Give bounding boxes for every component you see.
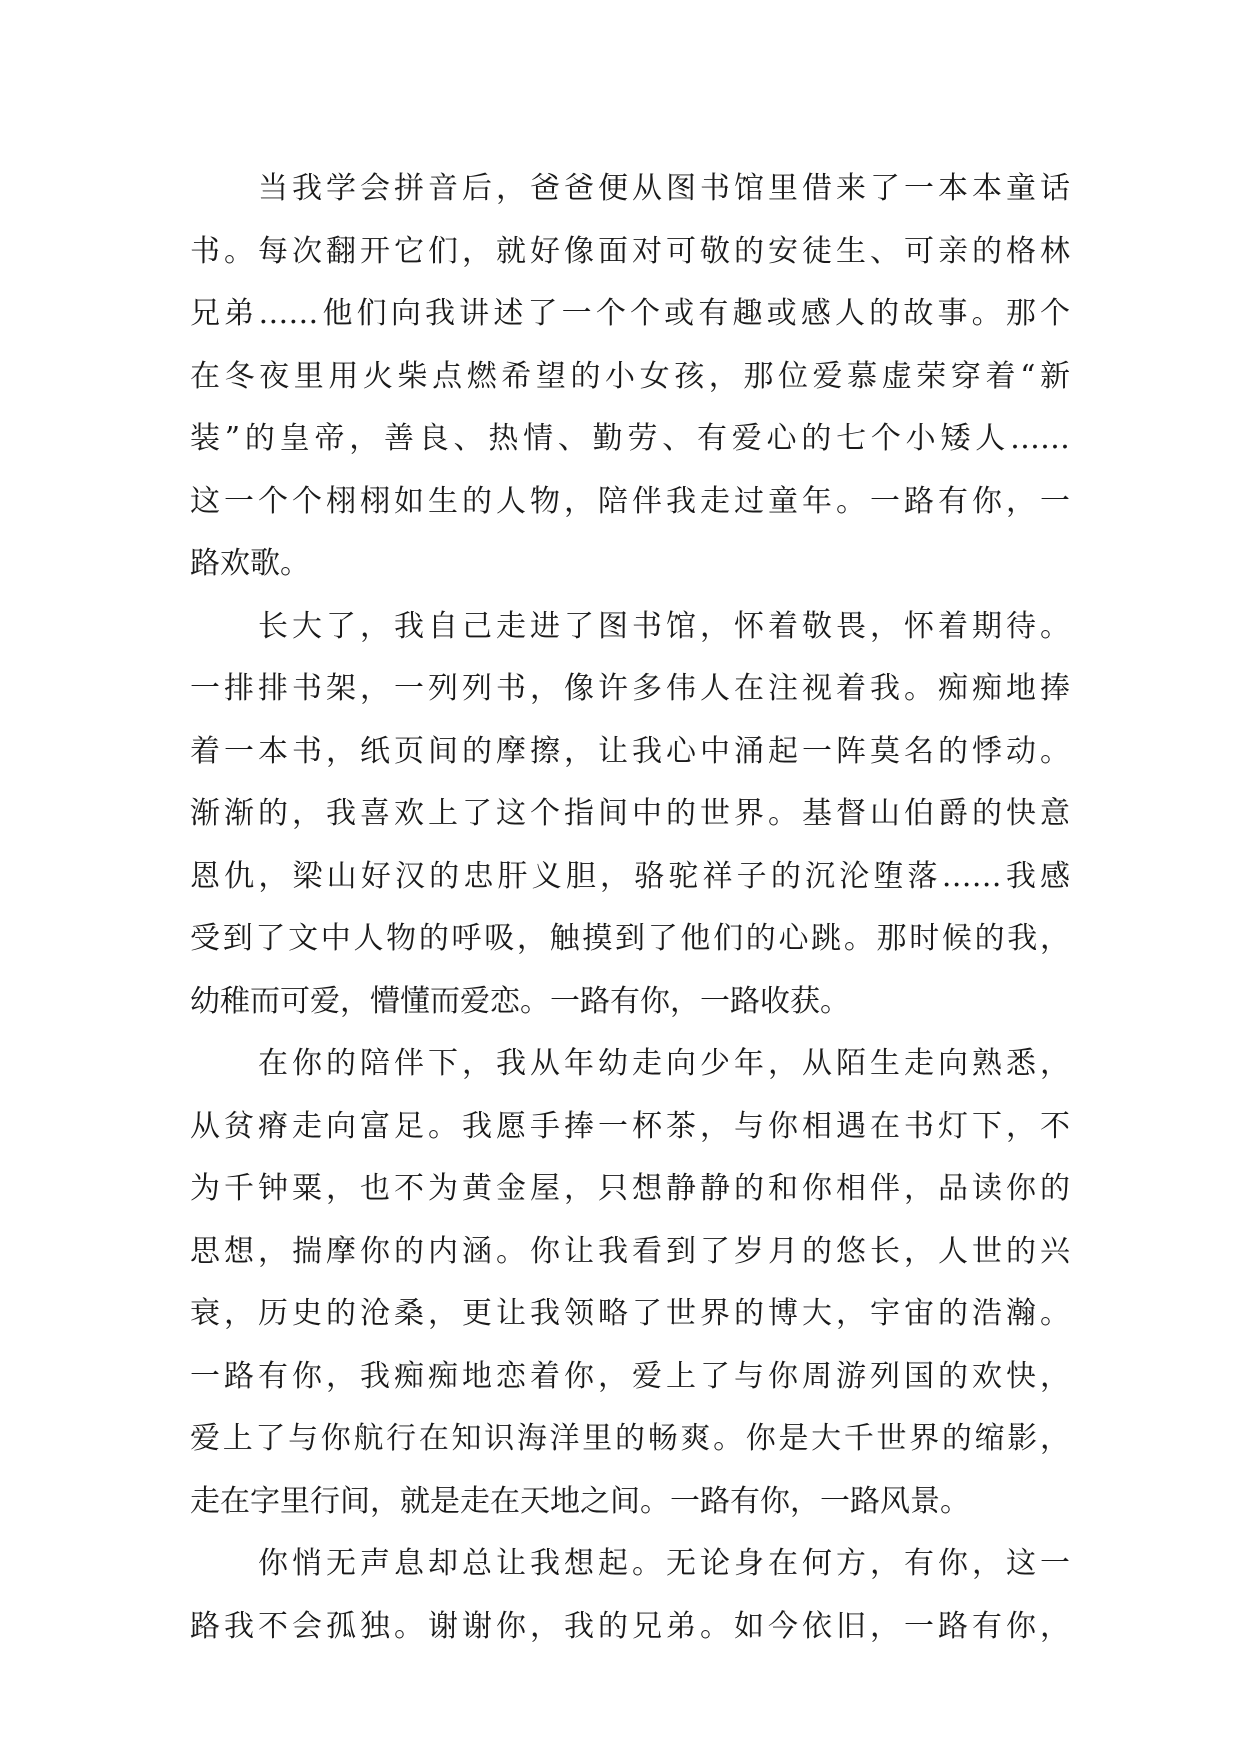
text-line: 衰，历史的沧桑，更让我领略了世界的博大，宇宙的浩瀚。 xyxy=(190,1296,1070,1331)
text-line: 兄弟……他们向我讲述了一个个或有趣或感人的故事。那个 xyxy=(190,296,1070,331)
text-line: 书。每次翻开它们，就好像面对可敬的安徒生、可亲的格林 xyxy=(190,233,1070,269)
text-line: 一路有你，我痴痴地恋着你，爱上了与你周游列国的欢快， xyxy=(190,1358,1070,1394)
text-line: 一排排书架，一列列书，像许多伟人在注视着我。痴痴地捧 xyxy=(190,671,1070,706)
text-line: 渐渐的，我喜欢上了这个指间中的世界。基督山伯爵的快意 xyxy=(190,796,1070,831)
text-line: 当我学会拼音后，爸爸便从图书馆里借来了一本本童话 xyxy=(258,171,1070,206)
text-line: 长大了，我自己走进了图书馆，怀着敬畏，怀着期待。 xyxy=(258,608,1070,644)
text-line: 受到了文中人物的呼吸，触摸到了他们的心跳。那时候的我， xyxy=(190,921,1070,956)
text-line: 装”的皇帝，善良、热情、勤劳、有爱心的七个小矮人…… xyxy=(190,421,1070,456)
text-line: 你悄无声息却总让我想起。无论身在何方，有你，这一 xyxy=(258,1546,1070,1581)
text-line: 爱上了与你航行在知识海洋里的畅爽。你是大千世界的缩影， xyxy=(190,1421,1070,1456)
text-line: 着一本书，纸页间的摩擦，让我心中涌起一阵莫名的悸动。 xyxy=(190,733,1070,769)
text-line: 路我不会孤独。谢谢你，我的兄弟。如今依旧，一路有你， xyxy=(190,1608,1070,1644)
text-line: 在你的陪伴下，我从年幼走向少年，从陌生走向熟悉， xyxy=(258,1046,1070,1081)
text-line: 走在字里行间，就是走在天地之间。一路有你，一路风景。 xyxy=(190,1483,970,1519)
text-line: 在冬夜里用火柴点燃希望的小女孩，那位爱慕虚荣穿着“新 xyxy=(190,358,1070,394)
essay-body xyxy=(190,158,1070,1658)
text-line: 路欢歌。 xyxy=(190,546,310,581)
text-line: 思想，揣摩你的内涵。你让我看到了岁月的悠长，人世的兴 xyxy=(190,1233,1070,1269)
text-line: 从贫瘠走向富足。我愿手捧一杯茶，与你相遇在书灯下，不 xyxy=(190,1108,1070,1144)
text-line: 这一个个栩栩如生的人物，陪伴我走过童年。一路有你，一 xyxy=(190,483,1070,519)
text-line: 幼稚而可爱，懵懂而爱恋。一路有你，一路收获。 xyxy=(190,983,850,1019)
text-line: 恩仇，梁山好汉的忠肝义胆，骆驼祥子的沉沦堕落……我感 xyxy=(190,858,1070,894)
text-line: 为千钟粟，也不为黄金屋，只想静静的和你相伴，品读你的 xyxy=(190,1171,1070,1206)
